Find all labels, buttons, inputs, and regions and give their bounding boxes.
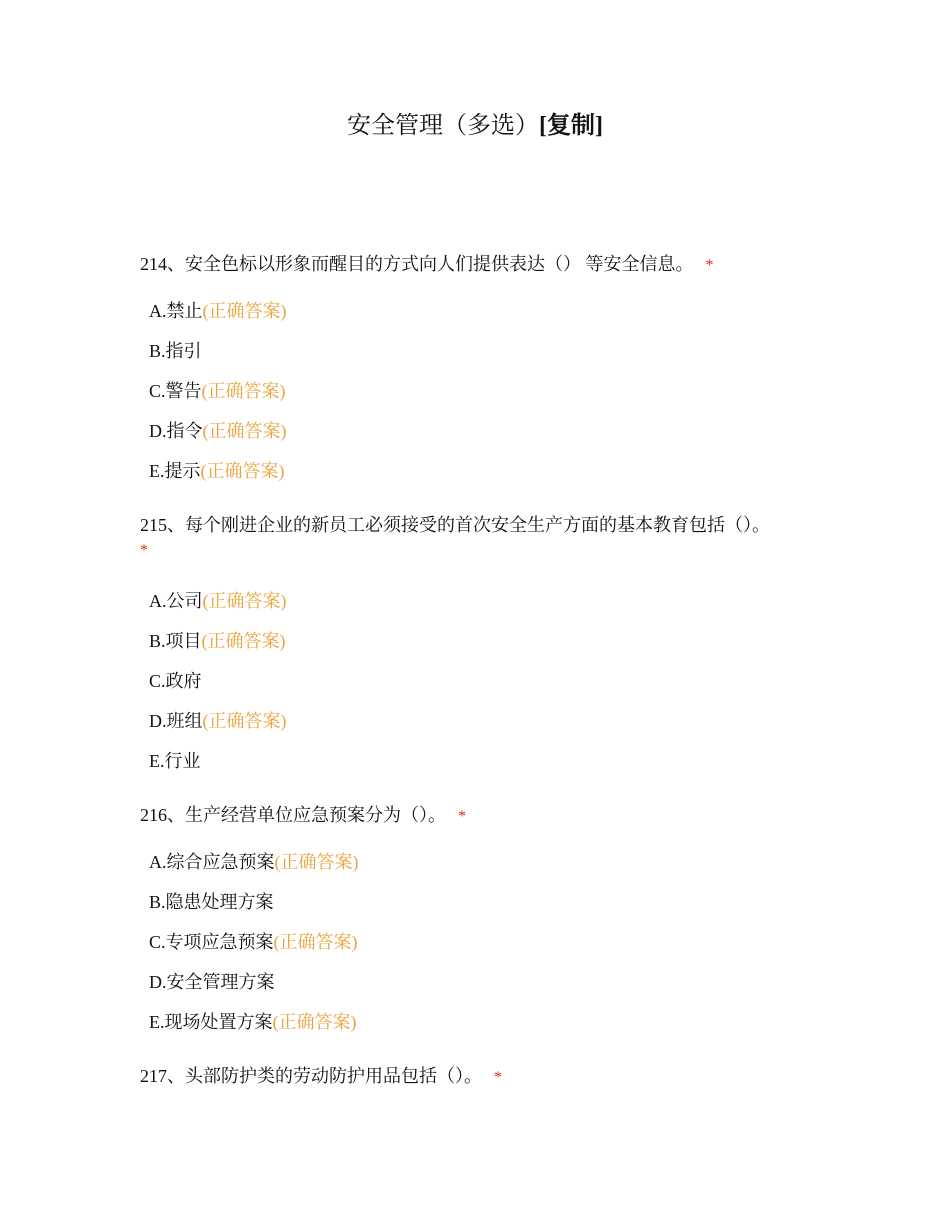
option-d[interactable]: [140, 701, 820, 741]
option-text: D.指令: [149, 421, 203, 441]
option-c[interactable]: [140, 661, 820, 701]
question-stem: [140, 1060, 820, 1094]
page-title-text: 安全管理（多选）: [347, 113, 539, 139]
question-stem-text: 215、每个刚进企业的新员工必须接受的首次安全生产方面的基本教育包括（）。: [140, 515, 770, 535]
question-stem: [140, 799, 820, 833]
option-text: A.公司: [149, 591, 203, 611]
option-d[interactable]: [140, 411, 820, 451]
required-star: *: [458, 808, 466, 825]
option-list: [140, 581, 820, 781]
option-text: D.班组: [149, 711, 203, 731]
correct-answer-mark: (正确答案): [200, 461, 285, 481]
required-star: *: [705, 257, 714, 274]
correct-answer-mark: (正确答案): [202, 421, 287, 441]
question-stem: [140, 248, 820, 282]
question-stem-text: 216、生产经营单位应急预案分为（）。: [140, 805, 446, 825]
question-214: [140, 248, 820, 491]
question-stem: [140, 509, 820, 561]
option-text: B.指引: [149, 341, 202, 361]
option-text: E.行业: [149, 751, 201, 771]
correct-answer-mark: (正确答案): [202, 591, 287, 611]
correct-answer-mark: (正确答案): [274, 852, 359, 872]
question-217: [140, 1060, 820, 1094]
question-215: [140, 509, 820, 781]
option-a[interactable]: [140, 581, 820, 621]
page-title: [0, 110, 950, 142]
option-text: A.综合应急预案: [149, 852, 275, 872]
option-text: B.隐患处理方案: [149, 892, 274, 912]
question-stem-text: 214、安全色标以形象而醒目的方式向人们提供表达（） 等安全信息。: [140, 254, 694, 274]
option-c[interactable]: [140, 371, 820, 411]
question-216: [140, 799, 820, 1042]
option-text: C.警告: [149, 381, 202, 401]
option-e[interactable]: [140, 451, 820, 491]
option-b[interactable]: [140, 331, 820, 371]
option-e[interactable]: [140, 741, 820, 781]
option-a[interactable]: [140, 291, 820, 331]
option-b[interactable]: [140, 882, 820, 922]
option-text: A.禁止: [149, 301, 203, 321]
option-text: B.项目: [149, 631, 202, 651]
correct-answer-mark: (正确答案): [201, 631, 286, 651]
page-title-suffix: [复制]: [539, 113, 603, 139]
option-b[interactable]: [140, 621, 820, 661]
correct-answer-mark: (正确答案): [201, 381, 286, 401]
option-text: C.政府: [149, 671, 202, 691]
option-a[interactable]: [140, 842, 820, 882]
option-d[interactable]: [140, 962, 820, 1002]
option-c[interactable]: [140, 922, 820, 962]
option-list: [140, 291, 820, 491]
option-list: [140, 842, 820, 1042]
correct-answer-mark: (正确答案): [273, 932, 358, 952]
option-text: E.现场处置方案: [149, 1012, 273, 1032]
option-e[interactable]: [140, 1002, 820, 1042]
required-star: *: [140, 542, 148, 559]
question-stem-text: 217、头部防护类的劳动防护用品包括（）。: [140, 1066, 482, 1086]
option-text: D.安全管理方案: [149, 972, 275, 992]
correct-answer-mark: (正确答案): [202, 301, 287, 321]
correct-answer-mark: (正确答案): [272, 1012, 357, 1032]
correct-answer-mark: (正确答案): [202, 711, 287, 731]
option-text: E.提示: [149, 461, 201, 481]
required-star: *: [494, 1069, 502, 1086]
option-text: C.专项应急预案: [149, 932, 274, 952]
